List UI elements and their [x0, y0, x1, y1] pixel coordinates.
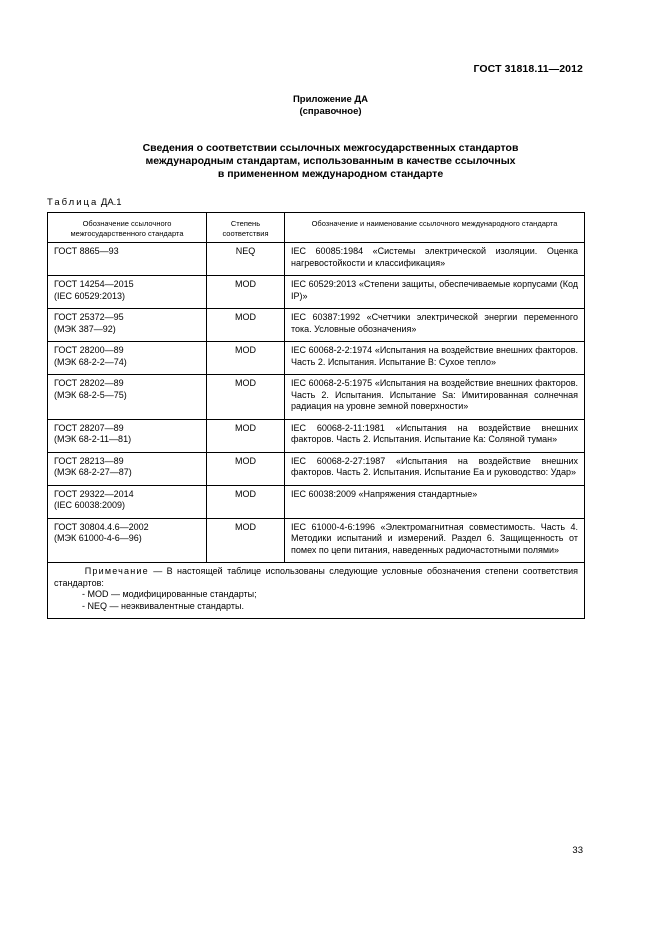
annex-heading — [0, 94, 661, 118]
note-item-mod: - MOD — модифицированные стандарты; — [82, 589, 257, 599]
degree-cell: MOD — [207, 452, 285, 485]
table-row — [48, 309, 585, 342]
note-item-neq: - NEQ — неэквивалентные стандарты. — [82, 600, 244, 611]
page-number: 33 — [572, 845, 583, 856]
international-standard-cell: IEC 60068-2-5:1975 «Испытания на воздействие внешних факторов. Часть 2. Испытания. Испытание Sa: Имитированная солнечная радиация на уровне земной поверхности» — [285, 375, 585, 420]
international-standard-cell: IEC 60068-2-11:1981 «Испытания на воздействие внешних факторов. Часть 2. Испытания. Испытание Ка: Соляной туман» — [285, 419, 585, 452]
national-standard: ГОСТ 29322—2014 — [54, 488, 134, 499]
national-standard-cell — [48, 342, 207, 375]
international-standard-cell: IEC 60085:1984 «Системы электрической изоляции. Оценка нагревостойкости и классификация» — [285, 243, 585, 276]
national-standard: ГОСТ 28202—89 — [54, 378, 124, 388]
table-header-row — [48, 213, 585, 243]
degree-cell: MOD — [207, 309, 285, 342]
table-row — [48, 518, 585, 563]
national-standard: ГОСТ 30804.4.6—2002 — [54, 521, 149, 532]
degree-cell: MOD — [207, 342, 285, 375]
national-standard-cell — [48, 518, 207, 563]
table-note — [48, 563, 585, 619]
table-caption-id: ДА.1 — [100, 197, 122, 208]
table-caption-word: Таблица — [47, 197, 99, 208]
national-standard: ГОСТ 8865—93 — [54, 246, 119, 256]
header-national-standard: Обозначение ссылочного межгосударственного стандарта — [48, 213, 207, 243]
header-degree: Степень соответствия — [207, 213, 285, 243]
national-standard-equivalent: (МЭК 68-2-2—74) — [54, 356, 127, 367]
international-standard-cell: IEC 61000-4-6:1996 «Электромагнитная совместимость. Часть 4. Методики испытаний и измерений. Раздел 6. Защищенность от помех по цепи питания, наведенных радиочастотными полями» — [285, 518, 585, 563]
degree-cell: MOD — [207, 518, 285, 563]
national-standard-equivalent: (МЭК 68-2-11—81) — [54, 434, 132, 444]
title-line-3: в примененном международном стандарте — [217, 168, 444, 180]
international-standard-cell: IEC 60038:2009 «Напряжения стандартные» — [285, 485, 585, 518]
national-standard-equivalent: (МЭК 68-2-27—87) — [54, 467, 132, 477]
note-label: Примечание — [84, 566, 149, 576]
document-header: ГОСТ 31818.11—2012 — [473, 63, 583, 75]
international-standard-cell: IEC 60529:2013 «Степени защиты, обеспечиваемые корпусами (Код IP)» — [285, 276, 585, 309]
note-intro — [54, 566, 578, 589]
national-standard-equivalent: (МЭК 61000-4-6—96) — [54, 533, 142, 543]
table-row — [48, 419, 585, 452]
national-standard: ГОСТ 14254—2015 — [54, 279, 134, 289]
national-standard-cell — [48, 309, 207, 342]
national-standard-cell — [48, 375, 207, 420]
national-standard: ГОСТ 28213—89 — [54, 455, 124, 466]
national-standard-equivalent: (IEC 60038:2009) — [54, 500, 126, 510]
national-standard-equivalent: (IEC 60529:2013) — [54, 290, 126, 301]
national-standard-equivalent: (МЭК 68-2-5—75) — [54, 389, 127, 400]
page-title — [0, 142, 661, 181]
table-row — [48, 243, 585, 276]
international-standard-cell: IEC 60068-2-27:1987 «Испытания на воздействие внешних факторов. Часть 2. Испытания. Испытание Еа и руководство: Удар» — [285, 452, 585, 485]
national-standard-cell — [48, 485, 207, 518]
annex-subtitle: (справочное) — [299, 106, 362, 117]
degree-cell: NEQ — [207, 243, 285, 276]
table-caption — [47, 197, 122, 208]
national-standard-cell — [48, 276, 207, 309]
table-row — [48, 276, 585, 309]
title-line-1: Сведения о соответствии ссылочных межгосударственных стандартов — [142, 142, 519, 154]
national-standard-equivalent: (МЭК 387—92) — [54, 323, 116, 334]
national-standard-cell — [48, 419, 207, 452]
international-standard-cell: IEC 60068-2-2:1974 «Испытания на воздействие внешних факторов. Часть 2. Испытания. Испытание В: Сухое тепло» — [285, 342, 585, 375]
note-text: — В настоящей таблице использованы следующие условные обозначения степени соответствия стандартов: — [54, 566, 578, 588]
header-international-standard: Обозначение и наименование ссылочного международного стандарта — [285, 213, 585, 243]
degree-cell: MOD — [207, 276, 285, 309]
annex-title: Приложение ДА — [292, 94, 369, 105]
correspondence-table — [47, 212, 585, 619]
national-standard: ГОСТ 28207—89 — [54, 422, 124, 433]
table-note-row — [48, 563, 585, 619]
national-standard: ГОСТ 28200—89 — [54, 345, 124, 355]
table-row — [48, 452, 585, 485]
national-standard: ГОСТ 25372—95 — [54, 312, 124, 322]
national-standard-cell — [48, 243, 207, 276]
international-standard-cell: IEC 60387:1992 «Счетчики электрической энергии переменного тока. Условные обозначения» — [285, 309, 585, 342]
table-row — [48, 485, 585, 518]
degree-cell: MOD — [207, 419, 285, 452]
title-line-2: международным стандартам, использованным в качестве ссылочных — [145, 155, 516, 167]
degree-cell: MOD — [207, 485, 285, 518]
table-row — [48, 342, 585, 375]
table-row — [48, 375, 585, 420]
national-standard-cell — [48, 452, 207, 485]
degree-cell: MOD — [207, 375, 285, 420]
